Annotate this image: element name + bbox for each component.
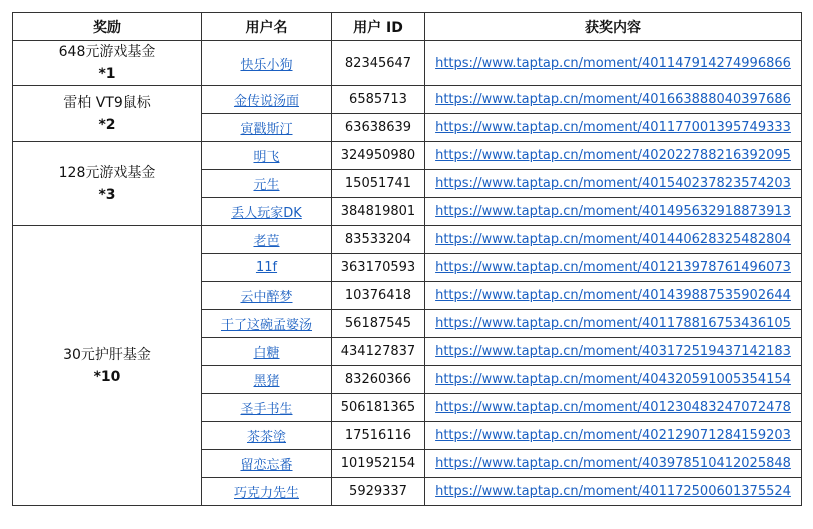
- moment-link[interactable]: https://www.taptap.cn/moment/402129071284159203: [435, 428, 791, 443]
- user-id-cell: 363170593: [332, 254, 425, 282]
- content-cell: [425, 310, 802, 338]
- content-cell: [425, 114, 802, 142]
- username-link[interactable]: 茶茶塗: [246, 430, 286, 445]
- moment-link[interactable]: https://www.taptap.cn/moment/401172500601375524: [435, 484, 791, 499]
- username-link[interactable]: 明飞: [253, 150, 280, 165]
- username-cell: [202, 226, 332, 254]
- moment-link[interactable]: https://www.taptap.cn/moment/401663888040397686: [435, 92, 791, 107]
- header-row: [13, 13, 802, 41]
- header-username: 用户名: [202, 13, 332, 41]
- username-cell: [202, 254, 332, 282]
- username-link[interactable]: 老芭: [253, 234, 280, 249]
- username-cell: [202, 310, 332, 338]
- username-link[interactable]: 金传说汤面: [233, 94, 299, 109]
- moment-link[interactable]: https://www.taptap.cn/moment/401178816753436105: [435, 316, 791, 331]
- header-uid: 用户 ID: [332, 13, 425, 41]
- moment-link[interactable]: https://www.taptap.cn/moment/401230483247072478: [435, 400, 791, 415]
- moment-link[interactable]: https://www.taptap.cn/moment/401440628325482804: [435, 232, 791, 247]
- user-id-cell: 324950980: [332, 142, 425, 170]
- username-link[interactable]: 留恋忘番: [240, 458, 293, 473]
- content-cell: [425, 226, 802, 254]
- reward-count: *10: [93, 368, 121, 385]
- username-link[interactable]: 快乐小狗: [240, 57, 293, 73]
- user-id-cell: 10376418: [332, 282, 425, 310]
- username-link[interactable]: 云中醉梦: [240, 290, 293, 305]
- username-cell: [202, 41, 332, 86]
- username-cell: [202, 282, 332, 310]
- username-cell: [202, 422, 332, 450]
- username-cell: [202, 394, 332, 422]
- username-link[interactable]: 白糖: [253, 346, 280, 361]
- username-link[interactable]: 元生: [253, 178, 280, 193]
- content-cell: [425, 198, 802, 226]
- user-id-cell: 506181365: [332, 394, 425, 422]
- content-cell: [425, 450, 802, 478]
- table-row: [13, 226, 802, 254]
- reward-name: 30元护肝基金: [63, 346, 151, 363]
- reward-cell: [13, 86, 202, 142]
- user-id-cell: 83260366: [332, 366, 425, 394]
- content-cell: [425, 394, 802, 422]
- moment-link[interactable]: https://www.taptap.cn/moment/401177001395749333: [435, 120, 791, 135]
- username-link[interactable]: 圣手书生: [240, 402, 293, 417]
- winners-table-container: [12, 12, 802, 506]
- reward-count: *1: [98, 66, 116, 82]
- username-link[interactable]: 寅戳斯汀: [240, 122, 293, 137]
- username-link[interactable]: 丢人玩家DK: [231, 206, 302, 221]
- winners-table: [12, 12, 802, 506]
- username-cell: [202, 86, 332, 114]
- username-link[interactable]: 黑猪: [253, 374, 280, 389]
- moment-link[interactable]: https://www.taptap.cn/moment/402022788216392095: [435, 148, 791, 163]
- content-cell: [425, 254, 802, 282]
- table-row: [13, 41, 802, 86]
- user-id-cell: 63638639: [332, 114, 425, 142]
- user-id-cell: 101952154: [332, 450, 425, 478]
- content-cell: [425, 422, 802, 450]
- username-cell: [202, 170, 332, 198]
- username-link[interactable]: 干了这碗孟婆汤: [220, 318, 312, 333]
- reward-cell: [13, 41, 202, 86]
- moment-link[interactable]: https://www.taptap.cn/moment/403978510412025848: [435, 456, 791, 471]
- reward-cell: [13, 226, 202, 506]
- username-cell: [202, 338, 332, 366]
- moment-link[interactable]: https://www.taptap.cn/moment/401495632918873913: [435, 204, 791, 219]
- content-cell: [425, 41, 802, 86]
- username-link[interactable]: 巧克力先生: [233, 486, 299, 501]
- content-cell: [425, 86, 802, 114]
- user-id-cell: 434127837: [332, 338, 425, 366]
- username-cell: [202, 142, 332, 170]
- user-id-cell: 83533204: [332, 226, 425, 254]
- table-row: [13, 142, 802, 170]
- moment-link[interactable]: https://www.taptap.cn/moment/401439887535902644: [435, 288, 791, 303]
- user-id-cell: 384819801: [332, 198, 425, 226]
- moment-link[interactable]: https://www.taptap.cn/moment/404320591005354154: [435, 372, 791, 387]
- content-cell: [425, 338, 802, 366]
- username-cell: [202, 366, 332, 394]
- moment-link[interactable]: https://www.taptap.cn/moment/401147914274996866: [435, 55, 791, 71]
- user-id-cell: 82345647: [332, 41, 425, 86]
- reward-name: 648元游戏基金: [58, 44, 156, 60]
- moment-link[interactable]: https://www.taptap.cn/moment/401540237823574203: [435, 176, 791, 191]
- username-link[interactable]: 11f: [255, 260, 278, 275]
- user-id-cell: 15051741: [332, 170, 425, 198]
- header-reward: 奖励: [13, 13, 202, 41]
- user-id-cell: 6585713: [332, 86, 425, 114]
- moment-link[interactable]: https://www.taptap.cn/moment/403172519437142183: [435, 344, 791, 359]
- table-body: [13, 41, 802, 506]
- username-cell: [202, 198, 332, 226]
- user-id-cell: 17516116: [332, 422, 425, 450]
- content-cell: [425, 282, 802, 310]
- table-row: [13, 86, 802, 114]
- moment-link[interactable]: https://www.taptap.cn/moment/401213978761496073: [435, 260, 791, 275]
- reward-name: 128元游戏基金: [58, 164, 156, 181]
- content-cell: [425, 478, 802, 506]
- user-id-cell: 56187545: [332, 310, 425, 338]
- username-cell: [202, 114, 332, 142]
- content-cell: [425, 366, 802, 394]
- reward-cell: [13, 142, 202, 226]
- reward-count: *3: [98, 186, 116, 203]
- reward-name: 雷柏 VT9鼠标: [63, 94, 151, 111]
- reward-count: *2: [98, 116, 116, 133]
- content-cell: [425, 142, 802, 170]
- header-content: 获奖内容: [425, 13, 802, 41]
- username-cell: [202, 450, 332, 478]
- user-id-cell: 5929337: [332, 478, 425, 506]
- content-cell: [425, 170, 802, 198]
- username-cell: [202, 478, 332, 506]
